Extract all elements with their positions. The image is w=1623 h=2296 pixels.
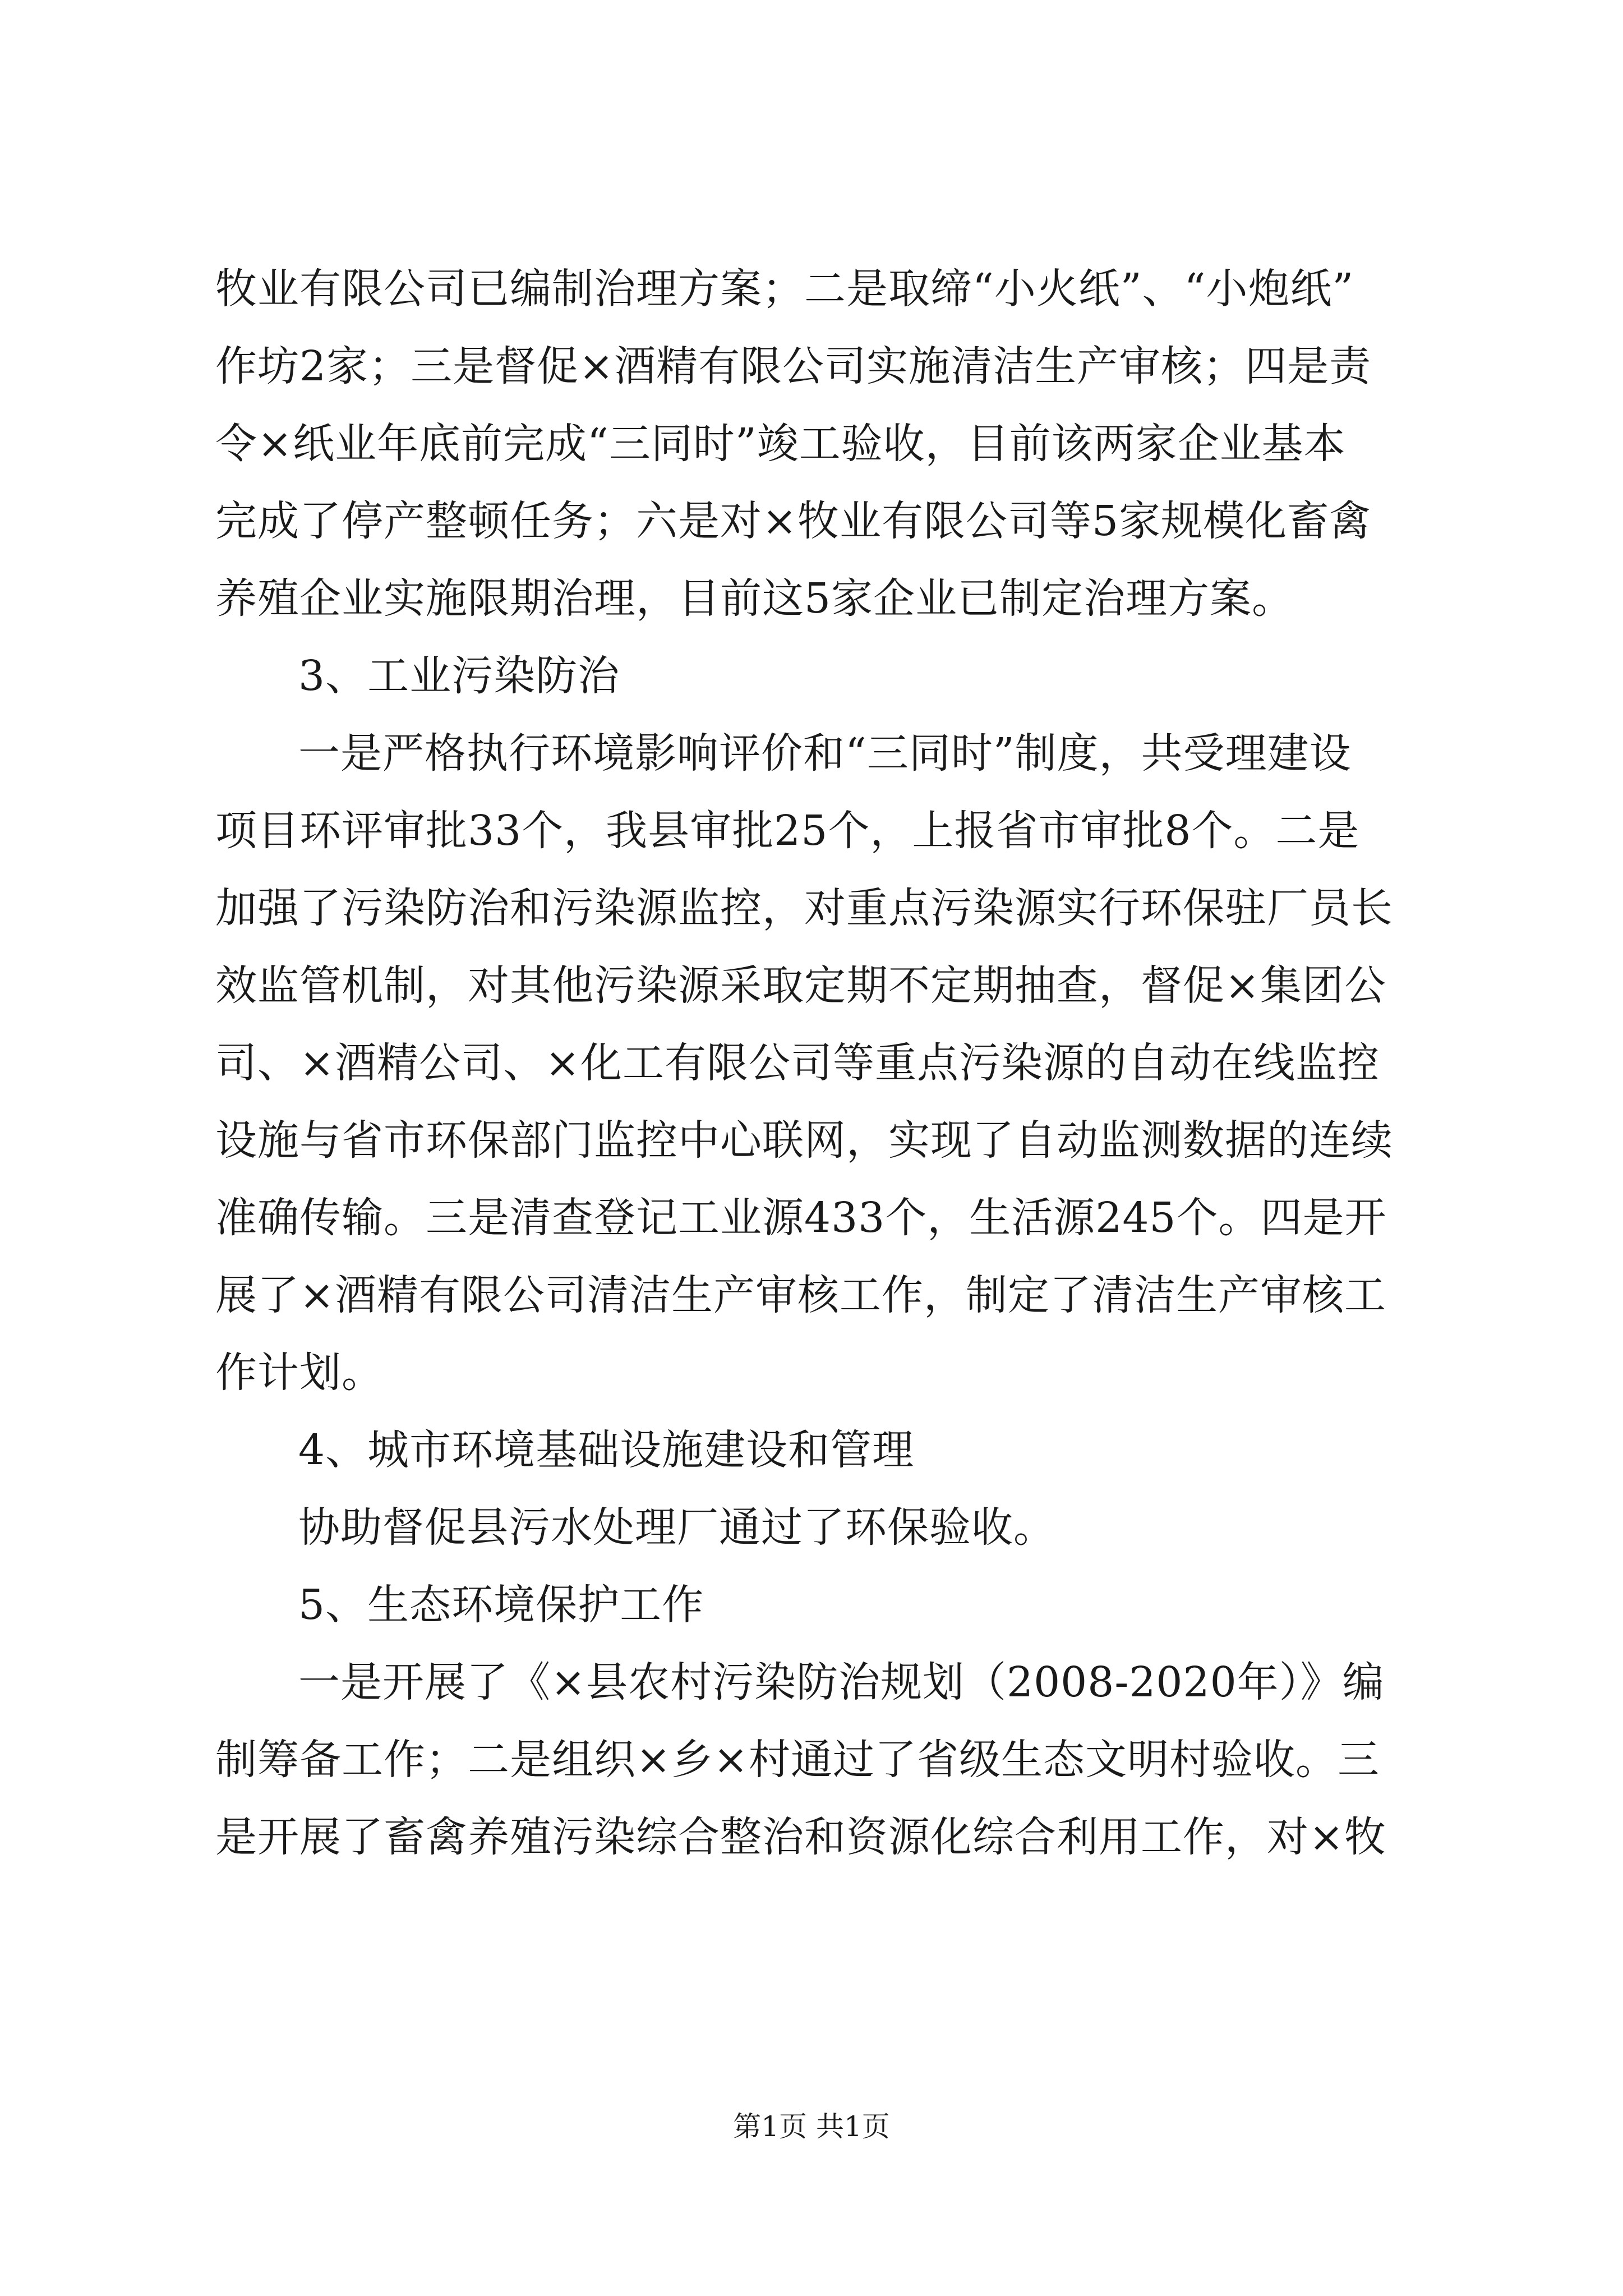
section-heading: 5、生态环境保护工作 <box>298 1581 704 1629</box>
text-line: 养殖企业实施限期治理，目前这5家企业已制定治理方案。 <box>215 574 1294 623</box>
text-line: 项目环评审批33个，我县审批25个，上报省市审批8个。二是 <box>215 807 1360 855</box>
text-line: 牧业有限公司已编制治理方案；二是取缔“小火纸”、“小炮纸” <box>215 265 1354 313</box>
section-heading: 3、工业污染防治 <box>298 652 620 700</box>
text-line: 效监管机制，对其他污染源采取定期不定期抽查，督促×集团公 <box>215 961 1387 1010</box>
document-body <box>215 250 1418 1876</box>
text-line: 制筹备工作；二是组织×乡×村通过了省级生态文明村验收。三 <box>215 1736 1380 1784</box>
text-line: 一是严格执行环境影响评价和“三同时”制度，共受理建设 <box>298 729 1352 777</box>
text-line: 完成了停产整顿任务；六是对×牧业有限公司等5家规模化畜禽 <box>215 497 1372 545</box>
text-line: 一是开展了《×县农村污染防治规划（2008-2020年）》编 <box>298 1658 1385 1706</box>
text-line: 司、×酒精公司、×化工有限公司等重点污染源的自动在线监控 <box>215 1039 1380 1087</box>
text-line: 作坊2家；三是督促×酒精有限公司实施清洁生产审核；四是责 <box>215 342 1372 390</box>
text-line: 展了×酒精有限公司清洁生产审核工作，制定了清洁生产审核工 <box>215 1271 1387 1319</box>
text-line: 是开展了畜禽养殖污染综合整治和资源化综合利用工作，对×牧 <box>215 1813 1387 1861</box>
text-line: 准确传输。三是清查登记工业源433个，生活源245个。四是开 <box>215 1194 1387 1242</box>
text-line: 设施与省市环保部门监控中心联网，实现了自动监测数据的连续 <box>215 1116 1393 1165</box>
text-line: 协助督促县污水处理厂通过了环保验收。 <box>298 1503 1055 1552</box>
text-line: 加强了污染防治和污染源监控，对重点污染源实行环保驻厂员长 <box>215 884 1393 932</box>
section-heading: 4、城市环境基础设施建设和管理 <box>298 1426 915 1474</box>
page-footer: 第1页 共1页 <box>733 2110 890 2143</box>
text-line: 令×纸业年底前完成“三同时”竣工验收，目前该两家企业基本 <box>215 420 1346 468</box>
text-line: 作计划。 <box>215 1349 384 1397</box>
